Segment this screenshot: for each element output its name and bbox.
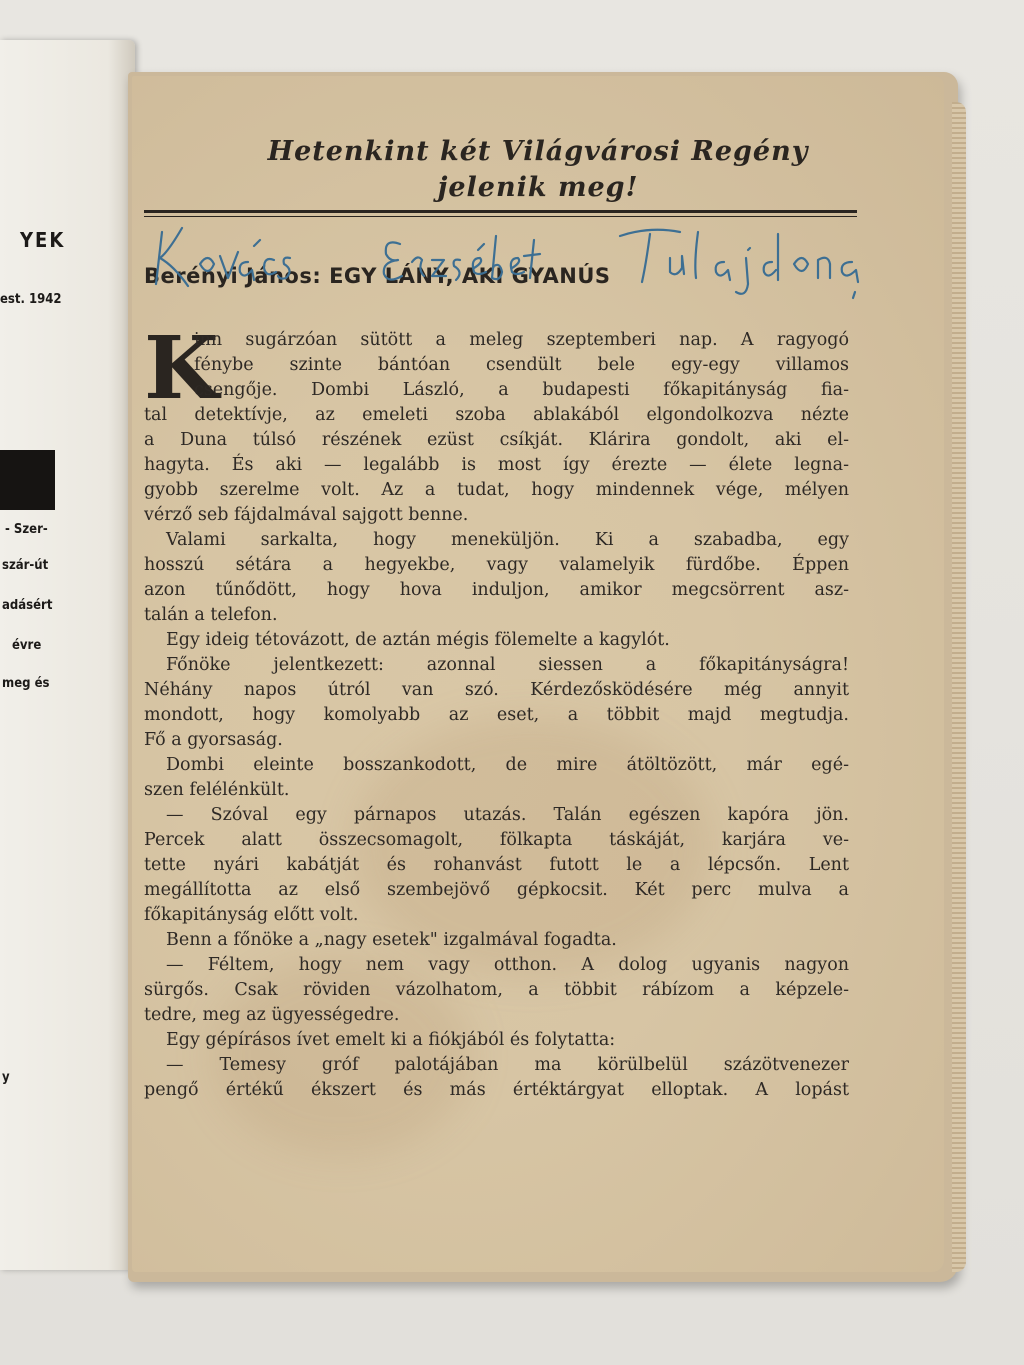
text-line: főkapitányság előtt volt. <box>144 905 359 925</box>
text-line: Benn a főnöke a „nagy esetek" izgalmával fogadta. <box>166 930 617 950</box>
article-title: Berényi János: EGY LÁNY, AKI GYANÚS <box>144 264 611 288</box>
text-line: Dombi eleinte bosszankodott, de mire átöltözött, már egé- <box>166 755 849 775</box>
text-line: hagyta. És aki — legalább is most így érezte — élete legna- <box>144 455 849 475</box>
text-line: szen felélénkült. <box>144 780 290 800</box>
booklet-page <box>132 76 944 1272</box>
text-line: megállította az első szembejövő gépkocsit. Két perc mulva a <box>144 880 849 900</box>
text-line: inn sugárzóan sütött a meleg szeptemberi nap. A ragyogó <box>194 330 849 350</box>
header-rule <box>144 210 857 213</box>
text-line: sürgős. Csak röviden vázolhatom, a többit rábízom a képzele- <box>144 980 849 1000</box>
drop-cap: K <box>144 318 219 419</box>
left-fragment: adásért <box>2 598 53 613</box>
text-line: pengő értékű ékszert és más értéktárgyat elloptak. A lopást <box>144 1080 849 1100</box>
text-line: fénybe szinte bántóan csendült bele egy-egy villamos <box>194 355 849 375</box>
text-line: Főnöke jelentkezett: azonnal siessen a főkapitányságra! <box>166 655 849 675</box>
header-title-line1: Hetenkint két Világvárosi Regény <box>267 136 809 167</box>
text-line: mondott, hogy komolyabb az eset, a többit majd megtudja. <box>144 705 849 725</box>
text-line: a Duna túlsó részének ezüst csíkját. Klárira gondolt, aki el- <box>144 430 849 450</box>
left-fragment: y <box>2 1070 10 1085</box>
text-line: tedre, meg az ügyességedre. <box>144 1005 400 1025</box>
page-edges <box>952 102 966 1272</box>
left-fragment: YEK <box>20 228 66 252</box>
left-facing-page <box>0 40 135 1270</box>
left-fragment: meg és <box>2 676 50 691</box>
text-line: tette nyári kabátját és rohanvást futott le a lépcsőn. Lent <box>144 855 849 875</box>
black-bar <box>0 450 55 510</box>
text-line: Néhány napos útról van szó. Kérdezősködésére még annyit <box>144 680 849 700</box>
text-line: azon tűnődött, hogy hova induljon, amikor megcsörrent asz- <box>144 580 849 600</box>
text-line: Valami sarkalta, hogy meneküljön. Ki a szabadba, egy <box>166 530 849 550</box>
text-line: Fő a gyorsaság. <box>144 730 283 750</box>
left-fragment: - Szer- <box>5 522 48 537</box>
text-line: Egy ideig tétovázott, de aztán mégis fölemelte a kagylót. <box>166 630 670 650</box>
text-line: hosszú sétára a hegyekbe, vagy valamelyik fürdőbe. Éppen <box>144 555 849 575</box>
left-fragment: évre <box>12 638 42 653</box>
text-line: — Temesy gróf palotájában ma körülbelül százötvenezer <box>166 1055 849 1075</box>
text-line: — Szóval egy párnapos utazás. Talán egészen kapóra jön. <box>166 805 849 825</box>
text-line: — Féltem, hogy nem vagy otthon. A dolog ugyanis nagyon <box>166 955 849 975</box>
left-fragment: est. 1942 <box>0 292 62 307</box>
handwritten-inscription <box>150 214 890 304</box>
text-line: gyobb szerelme volt. Az a tudat, hogy mindennek vége, mélyen <box>144 480 849 500</box>
text-line: csengője. Dombi László, a budapesti főkapitányság fia- <box>194 380 849 400</box>
text-line: tal detektívje, az emeleti szoba ablakából elgondolkozva nézte <box>144 405 849 425</box>
text-line: talán a telefon. <box>144 605 278 625</box>
header-title-line2: jelenik meg! <box>437 172 639 203</box>
text-line: Percek alatt összecsomagolt, fölkapta táskáját, karjára ve- <box>144 830 849 850</box>
left-fragment: szár-út <box>2 558 49 573</box>
text-line: Egy gépírásos ívet emelt ki a fiókjából és folytatta: <box>166 1030 616 1050</box>
text-line: vérző seb fájdalmával sajgott benne. <box>144 505 469 525</box>
